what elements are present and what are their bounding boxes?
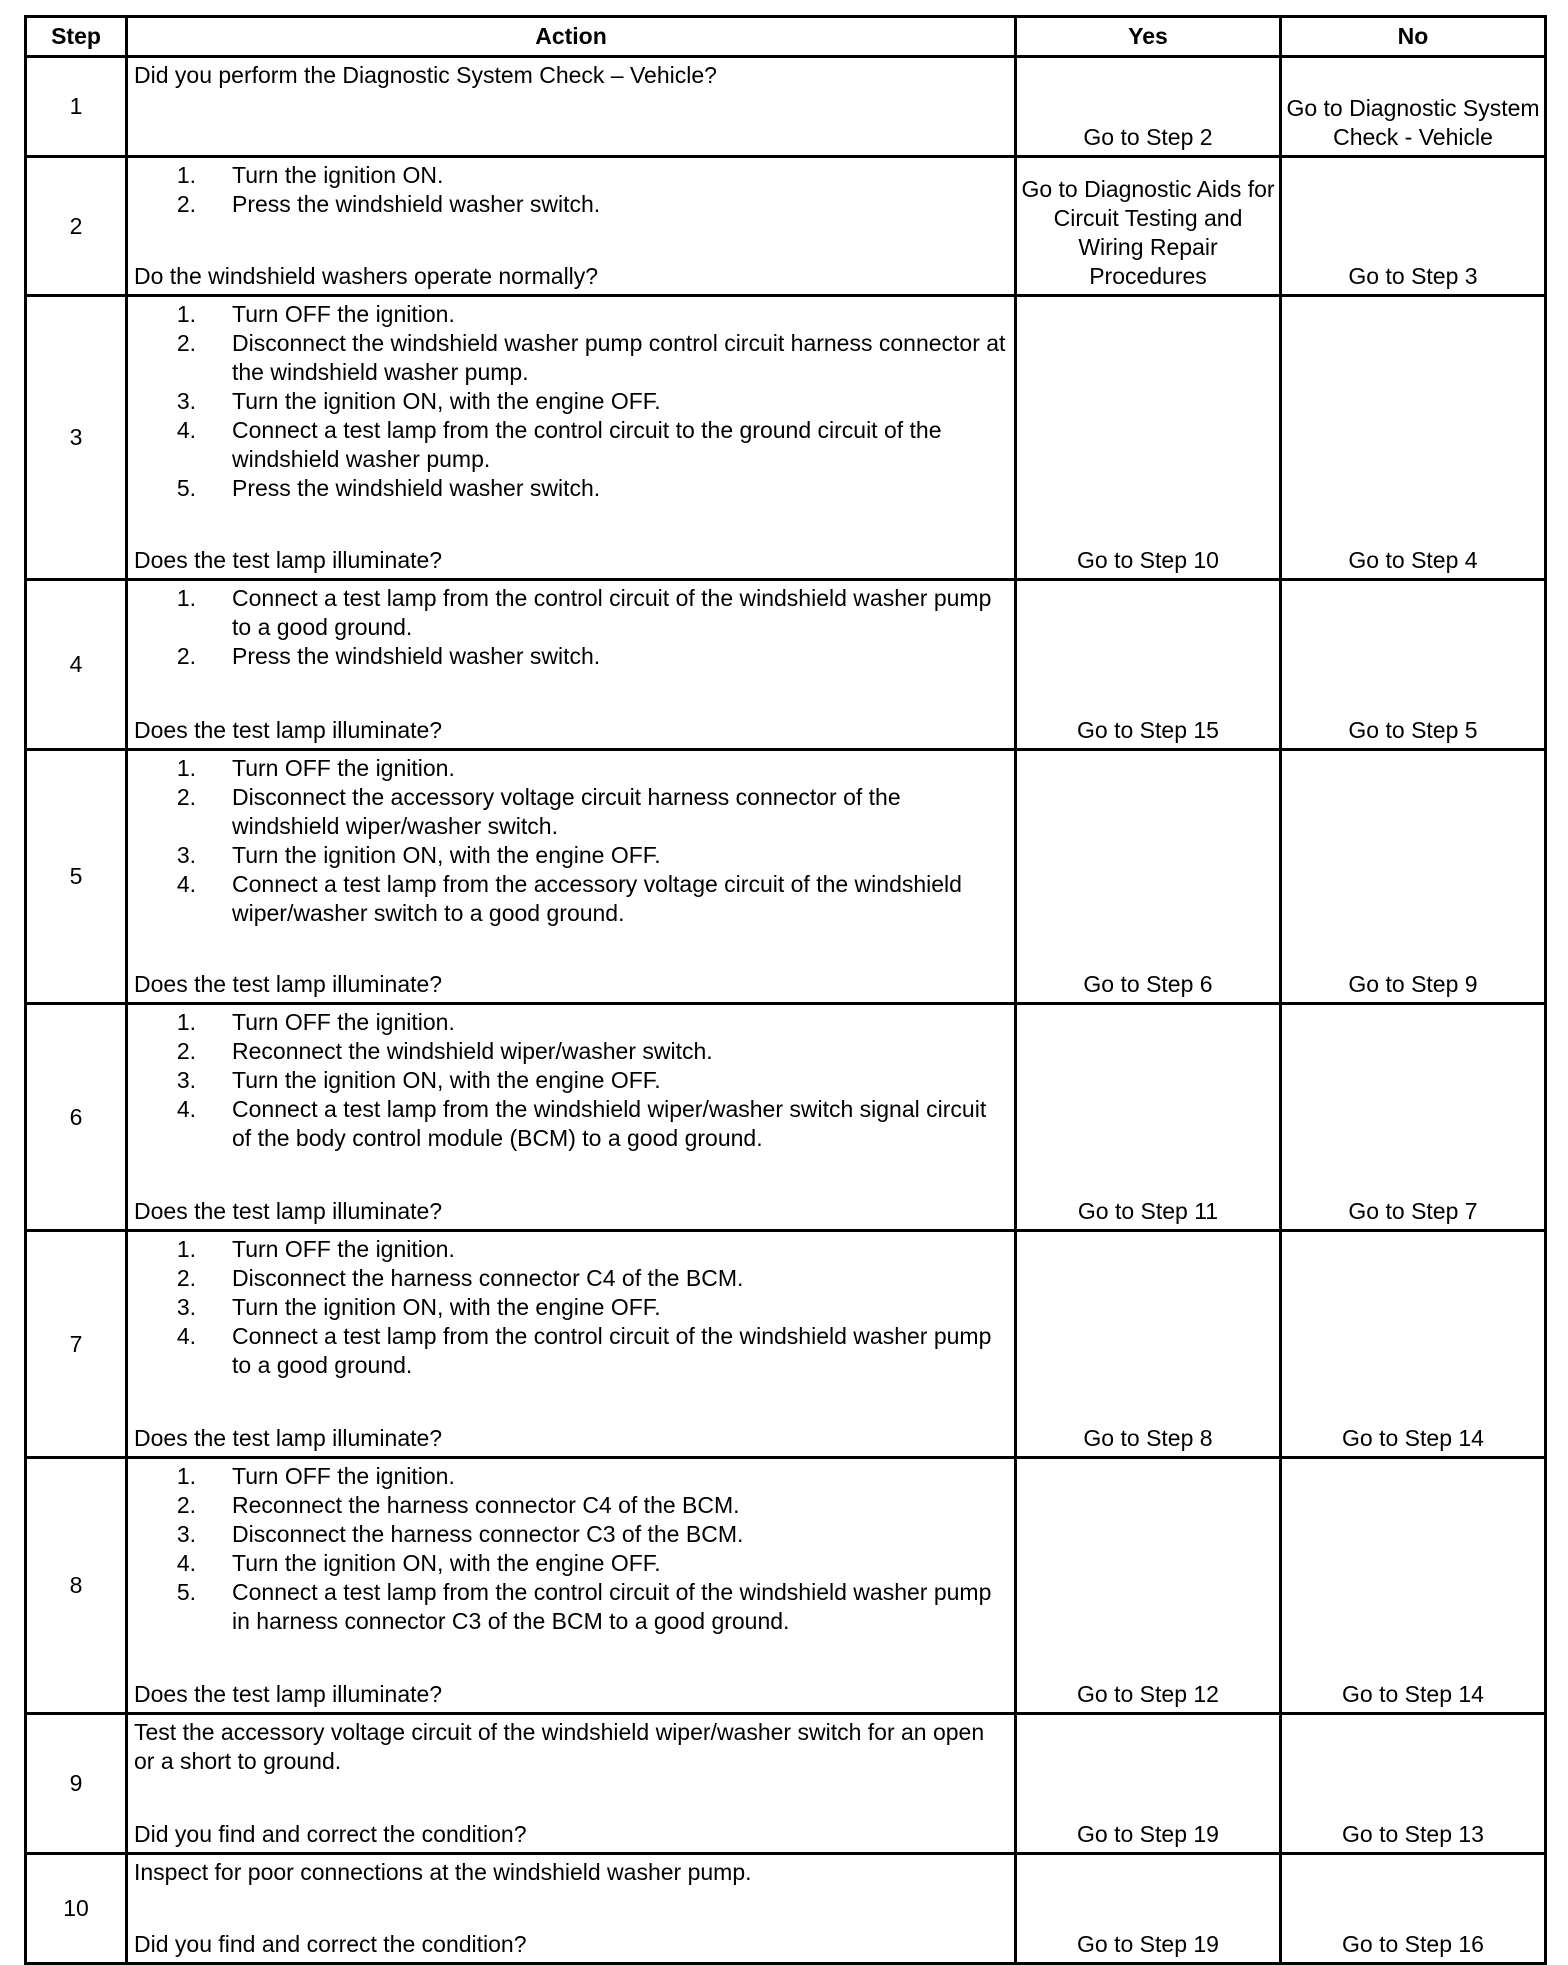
list-item bbox=[134, 1293, 1010, 1322]
action-content bbox=[134, 1858, 1010, 1959]
action-question: Does the test lamp illuminate? bbox=[134, 971, 443, 997]
list-item-text: Connect a test lamp from the control circuit of the windshield washer pump to a good ground. bbox=[232, 585, 992, 640]
step-number: 6 bbox=[26, 1004, 127, 1231]
action-question: Does the test lamp illuminate? bbox=[134, 547, 443, 573]
header-yes: Yes bbox=[1016, 17, 1281, 57]
table-row bbox=[26, 157, 1546, 296]
diagnostic-table bbox=[24, 15, 1547, 1965]
list-item bbox=[134, 1235, 1010, 1264]
list-item-text: Connect a test lamp from the windshield wiper/washer switch signal circuit of the body control module (BCM) to a good ground. bbox=[232, 1096, 987, 1151]
action-content bbox=[134, 1008, 1010, 1226]
list-item-text: Turn the ignition ON, with the engine OFF. bbox=[232, 1550, 661, 1576]
list-item-number: 2. bbox=[176, 1038, 196, 1064]
action-list bbox=[134, 584, 1010, 671]
list-item-number: 1. bbox=[176, 1009, 196, 1035]
yes-result: Go to Step 10 bbox=[1016, 296, 1281, 580]
list-item bbox=[134, 1322, 1010, 1380]
step-number: 7 bbox=[26, 1231, 127, 1458]
list-item-number: 2. bbox=[176, 784, 196, 810]
list-item-text: Turn the ignition ON, with the engine OFF. bbox=[232, 388, 661, 414]
list-item-number: 2. bbox=[176, 1492, 196, 1518]
list-item-text: Disconnect the accessory voltage circuit harness connector of the windshield wiper/washer switch. bbox=[232, 784, 901, 839]
action-list bbox=[134, 161, 1010, 219]
list-item-text: Turn the ignition ON, with the engine OFF. bbox=[232, 1294, 661, 1320]
action-cell bbox=[127, 750, 1016, 1004]
list-item-text: Connect a test lamp from the control circuit of the windshield washer pump in harness connector C3 of the BCM to a good ground. bbox=[232, 1579, 992, 1634]
step-number: 1 bbox=[26, 57, 127, 157]
list-item-text: Turn OFF the ignition. bbox=[232, 1463, 455, 1489]
no-result: Go to Step 5 bbox=[1281, 580, 1546, 750]
action-content bbox=[134, 61, 1010, 152]
action-question: Does the test lamp illuminate? bbox=[134, 717, 443, 743]
yes-result: Go to Step 6 bbox=[1016, 750, 1281, 1004]
yes-result: Go to Step 8 bbox=[1016, 1231, 1281, 1458]
no-result: Go to Step 3 bbox=[1281, 157, 1546, 296]
action-steps bbox=[134, 1462, 1010, 1636]
action-cell bbox=[127, 1458, 1016, 1714]
action-steps bbox=[134, 1235, 1010, 1380]
list-item bbox=[134, 1066, 1010, 1095]
table-row bbox=[26, 1458, 1546, 1714]
no-result: Go to Step 4 bbox=[1281, 296, 1546, 580]
list-item-number: 1. bbox=[176, 585, 196, 611]
list-item-text: Turn the ignition ON. bbox=[232, 162, 444, 188]
list-item bbox=[134, 300, 1010, 329]
action-content bbox=[134, 584, 1010, 745]
list-item-text: Press the windshield washer switch. bbox=[232, 643, 601, 669]
list-item-text: Disconnect the windshield washer pump control circuit harness connector at the windshield washer pump. bbox=[232, 330, 1006, 385]
list-item bbox=[134, 584, 1010, 642]
yes-result: Go to Step 19 bbox=[1016, 1854, 1281, 1964]
list-item-number: 4. bbox=[176, 1096, 196, 1122]
action-content bbox=[134, 1462, 1010, 1709]
list-item-number: 3. bbox=[176, 388, 196, 414]
list-item bbox=[134, 783, 1010, 841]
action-steps bbox=[134, 161, 1010, 219]
list-item-number: 1. bbox=[176, 1236, 196, 1262]
list-item-number: 4. bbox=[176, 417, 196, 443]
action-intro: Inspect for poor connections at the windshield washer pump. bbox=[134, 1859, 752, 1885]
no-result: Go to Step 14 bbox=[1281, 1231, 1546, 1458]
list-item bbox=[134, 1037, 1010, 1066]
yes-result: Go to Step 15 bbox=[1016, 580, 1281, 750]
list-item-number: 5. bbox=[176, 1579, 196, 1605]
action-steps bbox=[134, 1008, 1010, 1153]
no-result: Go to Step 13 bbox=[1281, 1714, 1546, 1854]
list-item-number: 3. bbox=[176, 1067, 196, 1093]
list-item-text: Turn OFF the ignition. bbox=[232, 301, 455, 327]
list-item bbox=[134, 416, 1010, 474]
action-cell bbox=[127, 1004, 1016, 1231]
list-item bbox=[134, 387, 1010, 416]
no-result: Go to Step 7 bbox=[1281, 1004, 1546, 1231]
table-row bbox=[26, 1231, 1546, 1458]
list-item bbox=[134, 754, 1010, 783]
list-item bbox=[134, 642, 1010, 671]
yes-result: Go to Step 2 bbox=[1016, 57, 1281, 157]
action-list bbox=[134, 1462, 1010, 1636]
yes-result: Go to Step 19 bbox=[1016, 1714, 1281, 1854]
action-cell bbox=[127, 1854, 1016, 1964]
list-item-number: 4. bbox=[176, 1550, 196, 1576]
action-cell bbox=[127, 1714, 1016, 1854]
table-row bbox=[26, 57, 1546, 157]
list-item bbox=[134, 1491, 1010, 1520]
list-item-number: 2. bbox=[176, 1265, 196, 1291]
list-item bbox=[134, 1578, 1010, 1636]
list-item-number: 4. bbox=[176, 1323, 196, 1349]
action-list bbox=[134, 300, 1010, 503]
list-item-number: 5. bbox=[176, 475, 196, 501]
list-item bbox=[134, 1095, 1010, 1153]
list-item-text: Turn OFF the ignition. bbox=[232, 1009, 455, 1035]
list-item bbox=[134, 1264, 1010, 1293]
table-row bbox=[26, 750, 1546, 1004]
action-content bbox=[134, 300, 1010, 575]
action-cell bbox=[127, 296, 1016, 580]
list-item bbox=[134, 1549, 1010, 1578]
action-cell bbox=[127, 57, 1016, 157]
action-list bbox=[134, 1235, 1010, 1380]
header-no: No bbox=[1281, 17, 1546, 57]
list-item bbox=[134, 329, 1010, 387]
step-number: 5 bbox=[26, 750, 127, 1004]
step-number: 10 bbox=[26, 1854, 127, 1964]
action-steps bbox=[134, 61, 1010, 90]
list-item-number: 2. bbox=[176, 643, 196, 669]
step-number: 4 bbox=[26, 580, 127, 750]
step-number: 9 bbox=[26, 1714, 127, 1854]
action-content bbox=[134, 1718, 1010, 1849]
yes-result: Go to Diagnostic Aids for Circuit Testing and Wiring Repair Procedures bbox=[1016, 157, 1281, 296]
list-item bbox=[134, 161, 1010, 190]
list-item-text: Reconnect the harness connector C4 of the BCM. bbox=[232, 1492, 740, 1518]
list-item-number: 2. bbox=[176, 191, 196, 217]
step-number: 8 bbox=[26, 1458, 127, 1714]
action-question: Does the test lamp illuminate? bbox=[134, 1425, 443, 1451]
action-cell bbox=[127, 580, 1016, 750]
action-question: Does the test lamp illuminate? bbox=[134, 1681, 443, 1707]
yes-result: Go to Step 11 bbox=[1016, 1004, 1281, 1231]
table-row bbox=[26, 1714, 1546, 1854]
list-item bbox=[134, 190, 1010, 219]
list-item-text: Connect a test lamp from the accessory voltage circuit of the windshield wiper/washer switch to a good ground. bbox=[232, 871, 962, 926]
action-steps bbox=[134, 754, 1010, 928]
step-number: 2 bbox=[26, 157, 127, 296]
action-cell bbox=[127, 1231, 1016, 1458]
action-list bbox=[134, 754, 1010, 928]
list-item-text: Disconnect the harness connector C3 of the BCM. bbox=[232, 1521, 744, 1547]
list-item bbox=[134, 474, 1010, 503]
action-content bbox=[134, 754, 1010, 999]
action-content bbox=[134, 1235, 1010, 1453]
list-item-text: Turn the ignition ON, with the engine OFF. bbox=[232, 1067, 661, 1093]
table-row bbox=[26, 580, 1546, 750]
action-steps bbox=[134, 1718, 1010, 1776]
table-row bbox=[26, 296, 1546, 580]
action-question: Do the windshield washers operate normally? bbox=[134, 263, 599, 289]
list-item-number: 1. bbox=[176, 755, 196, 781]
table-row bbox=[26, 1004, 1546, 1231]
list-item-text: Turn OFF the ignition. bbox=[232, 1236, 455, 1262]
action-question: Does the test lamp illuminate? bbox=[134, 1198, 443, 1224]
action-question: Did you find and correct the condition? bbox=[134, 1931, 527, 1957]
list-item-text: Turn the ignition ON, with the engine OFF. bbox=[232, 842, 661, 868]
action-steps bbox=[134, 1858, 1010, 1887]
list-item bbox=[134, 841, 1010, 870]
no-result: Go to Step 14 bbox=[1281, 1458, 1546, 1714]
header-step: Step bbox=[26, 17, 127, 57]
list-item-text: Disconnect the harness connector C4 of the BCM. bbox=[232, 1265, 744, 1291]
header-row bbox=[26, 17, 1546, 57]
action-steps bbox=[134, 584, 1010, 671]
list-item-number: 3. bbox=[176, 1294, 196, 1320]
list-item-number: 4. bbox=[176, 871, 196, 897]
list-item-text: Connect a test lamp from the control circuit to the ground circuit of the windshield washer pump. bbox=[232, 417, 942, 472]
list-item-number: 1. bbox=[176, 162, 196, 188]
list-item-text: Press the windshield washer switch. bbox=[232, 475, 601, 501]
table-row bbox=[26, 1854, 1546, 1964]
list-item bbox=[134, 870, 1010, 928]
header-action: Action bbox=[127, 17, 1016, 57]
no-result: Go to Step 9 bbox=[1281, 750, 1546, 1004]
action-intro: Did you perform the Diagnostic System Check – Vehicle? bbox=[134, 62, 717, 88]
action-steps bbox=[134, 300, 1010, 503]
no-result: Go to Diagnostic System Check - Vehicle bbox=[1281, 57, 1546, 157]
action-question: Did you find and correct the condition? bbox=[134, 1821, 527, 1847]
list-item-text: Press the windshield washer switch. bbox=[232, 191, 601, 217]
list-item-number: 1. bbox=[176, 301, 196, 327]
list-item-text: Reconnect the windshield wiper/washer switch. bbox=[232, 1038, 713, 1064]
list-item-text: Connect a test lamp from the control circuit of the windshield washer pump to a good ground. bbox=[232, 1323, 992, 1378]
list-item-text: Turn OFF the ignition. bbox=[232, 755, 455, 781]
list-item-number: 1. bbox=[176, 1463, 196, 1489]
list-item-number: 2. bbox=[176, 330, 196, 356]
list-item-number: 3. bbox=[176, 1521, 196, 1547]
action-content bbox=[134, 161, 1010, 291]
list-item-number: 3. bbox=[176, 842, 196, 868]
list-item bbox=[134, 1008, 1010, 1037]
action-cell bbox=[127, 157, 1016, 296]
list-item bbox=[134, 1462, 1010, 1491]
action-intro: Test the accessory voltage circuit of the windshield wiper/washer switch for an open or a short to ground. bbox=[134, 1719, 985, 1774]
no-result: Go to Step 16 bbox=[1281, 1854, 1546, 1964]
step-number: 3 bbox=[26, 296, 127, 580]
action-list bbox=[134, 1008, 1010, 1153]
list-item bbox=[134, 1520, 1010, 1549]
yes-result: Go to Step 12 bbox=[1016, 1458, 1281, 1714]
